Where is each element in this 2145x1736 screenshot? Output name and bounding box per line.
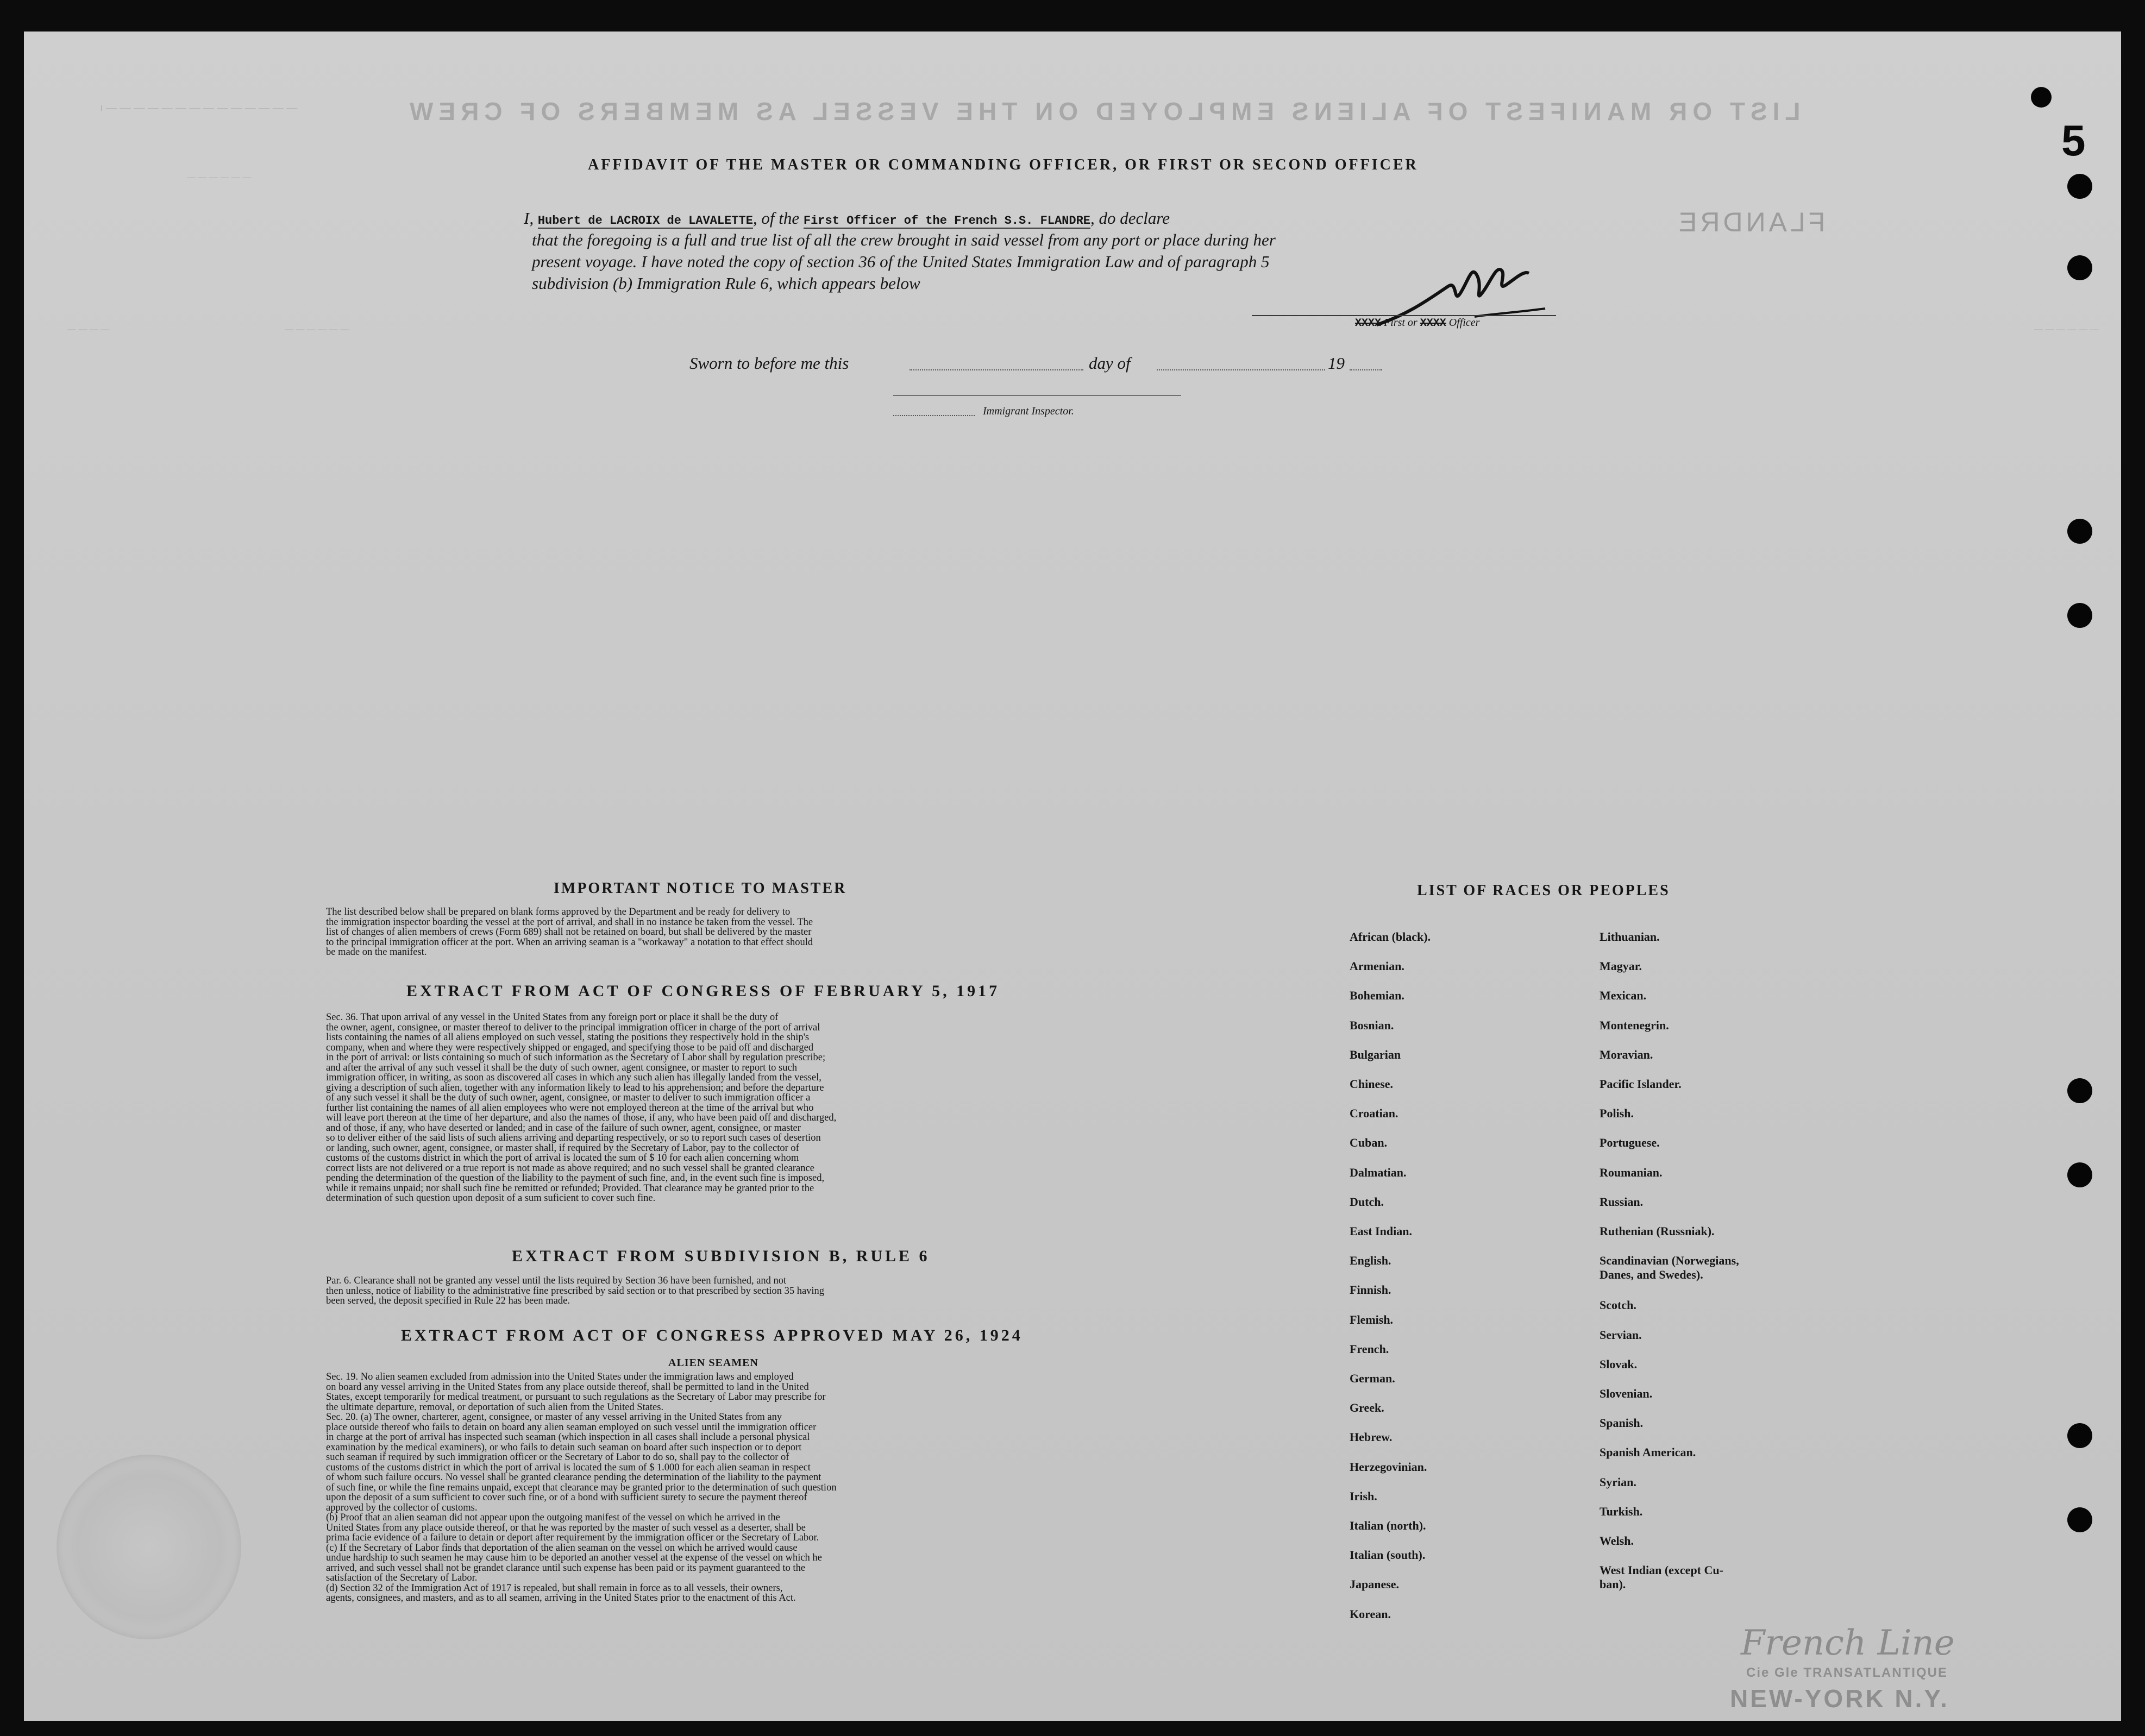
bleed-through-header: LIST OR MANIFEST OF ALIENS EMPLOYED ON THE VESSEL AS MEMBERS OF CREW xyxy=(404,97,1801,125)
bleed-through-ship: FLANDRE xyxy=(1676,207,1826,237)
affidavit-title: AFFIDAVIT OF THE MASTER OR COMMANDING OFFICER, OR FIRST OR SECOND OFFICER xyxy=(588,156,1419,173)
paragraph-line: arrived, and such vessel shall not be grandet clarance until such expense has been paid or its payment guaranteed to the xyxy=(326,1563,806,1573)
paragraph-line: of such fine, or while the fine remains unpaid, except that clearance may be granted prior to the determination of such question xyxy=(326,1482,837,1493)
sworn-day-blank xyxy=(910,369,1083,370)
punch-hole xyxy=(2067,174,2092,199)
race-item: Greek. xyxy=(1350,1401,1384,1415)
paragraph-line: (d) Section 32 of the Immigration Act of 1917 is repealed, but shall remain in force as to all vessels, their owners, xyxy=(326,1583,783,1593)
punch-hole xyxy=(2067,603,2092,628)
paragraph-line: so to deliver either of the said lists of such aliens arriving and departing respectively, or so to report such cases of desertion xyxy=(326,1133,821,1143)
paragraph-line: Sec. 20. (a) The owner, charterer, agent, consignee, or master of any vessel arriving in the United States from any xyxy=(326,1412,782,1423)
paragraph-line: the ultimate departure, removal, or deportation of such alien from the United States. xyxy=(326,1402,664,1412)
paragraph-line: States, except temporarily for medical treatment, or pursuant to such regulations as the Secretary of Labor may prescribe for xyxy=(326,1392,826,1402)
race-item: Bosnian. xyxy=(1350,1018,1394,1032)
declare-text: , do declare xyxy=(1090,209,1170,228)
paragraph-line: will leave port thereon at the time of her departure, and also the names of those, if any, who have been paid off and discharged, xyxy=(326,1113,837,1123)
race-item: Moravian. xyxy=(1600,1047,1653,1061)
punch-hole xyxy=(2067,1423,2092,1448)
race-item: African (black). xyxy=(1350,930,1431,944)
race-item: Dutch. xyxy=(1350,1194,1384,1209)
race-item: Montenegrin. xyxy=(1600,1018,1669,1032)
of-the-text: , of the xyxy=(752,209,800,228)
signature-caption xyxy=(1355,317,1479,330)
document-page: LIST OR MANIFEST OF ALIENS EMPLOYED ON THE VESSEL AS MEMBERS OF CREW FLANDRE ı — — — — — — — — — — — — — — — — — — — — — — — — — — — — — — — — — — — — 5 AFFIDAVIT OF THE MASTER OR COMMANDING OFFICER, OR FIRST OR SECOND OFFICER I, Hubert de LACROIX de LAVALETTE, of the First Officer of the French S.S. FLANDRE, do declare that the foregoing is a full and true list of all the crew brought in said vessel from any port or place during her present voyage. I have noted the copy of section 36 of the United States Immigration Law and of paragraph 5 subdivision (b) Immigration Rule 6, which appears below XXXX First or XXXX Officer Sworn to before me this day of 19 Immigrant Inspector. IMPORTANT NOTICE TO MASTER The list described below shall be prepared on blank forms approved by the Department and be ready for delivery to the immigration inspector boarding the vessel at the port of arrival, and shall in no instance be taken from the vessel. The list of changes of alien members of crews (Form 689) shall not be retained on board, but shall be delivered by the master to the principal immigration officer at the port. When an arriving seaman is a "workaway" a notation to that effect should be made on the manifest. EXTRACT FROM ACT OF CONGRESS OF FEBRUARY 5, 1917 Sec. 36. That upon arrival of any vessel in the United States from any foreign port or place it shall be the duty of the owner, agent, consignee, or master thereof to deliver to the principal immigration officer in charge of the port of arrival lists containing the names of all aliens employed on such vessel, stating the positions they respectively hold in the ship's company, when and where they were respectively shipped or engaged, and specifying those to be paid off and discharged in the port of arrival: or lists containing so much of such information as the Secretary of Labor shall by regulation prescribe; and after the arrival of any such vessel it shall be the duty of such owner, agent consignee, or master to report to such immigration officer, in writing, as soon as discovered all cases in which any such alien has illegally landed from the vessel, giving a description of such alien, together with any information likely to lead to his apprehension; and before the departure of any such vessel it shall be the duty of such owner, agent, consignee, or master to deliver to such immigration officer a further list containing the names of all alien employees who were not employed thereon at the time of the arrival but who will leave port thereon at the time of her departure, and also the names of those, if any, who have been paid off and discharged, and of those, if any, who have deserted or landed; and in case of the failure of such owner, agent, consignee, or master so to deliver either of the said lists of such aliens arriving and departing respectively, or so to report such cases of desertion or landing, such owner, agent, consignee, or master shall, if required by the Secretary of Labor, pay to the collector of customs of the customs district in which the port of arrival is located the sum of $ 10 for each alien concerning whom correct lists are not delivered or a true report is not made as above required; and no such vessel shall be granted clearance pending the determination of the question of the liability to the payment of such fine, and, in the event such fine is imposed, while it remains unpaid; nor shall such fine be remitted or refunded; Provided. That clearance may be granted prior to the determination of such question upon deposit of a sum suficient to cover such fine. EXTRACT FROM SUBDIVISION B, RULE 6 Par. 6. Clearance shall not be granted any vessel until the lists required by Section 36 have been furnished, and not then unless, notice of liability to the administrative fine prescribed by said section or to that prescribed by section 35 having been served, the deposit specified in Rule 22 has been made. EXTRACT FROM ACT OF CONGRESS APPROVED MAY 26, 1924 ALIEN SEAMEN Sec. 19. No alien seamen excluded from admission into the United States under the immigration laws and employed on board any vessel arriving in the United States from any place outside thereof, shall be permitted to land in the United States, except temporarily for medical treatment, or pursuant to such regulations as the Secretary of Labor may prescribe for the ultimate departure, removal, or deportation of such alien from the United States. Sec. 20. (a) The owner, charterer, agent, consignee, or master of any vessel arriving in the United States from any place outside thereof who fails to detain on board any alien seaman employed on such vessel until the immigration officer in charge at the port of arrival has inspected such seaman (which inspection in all cases shall include a personal physical examination by the medical examiners), or who fails to detain such seaman on board after such inspection or to deport such seaman if required by such immigration officer or the Secretary of Labor to do so, shall pay to the collector of customs of the customs district in which the port of arrival is located the sum of $ 1.000 for each alien seaman in respect of whom such failure occurs. No vessel shall be granted clearance pending the determination of the liability to the payment of such fine, or while the fine remains unpaid, except that clearance may be granted prior to the determination of such question upon the deposit of a sum sufficient to cover such fine, or of a bond with sufficient surety to secure the payment thereof approved by the collector of customs. (b) Proof that an alien seaman did not appear upon the outgoing manifest of the vessel on which he arrived in the United States from any place outside thereof, or that he was reported by the master of such vessel as a deserter, shall be prima facie evidence of a failure to detain or deport after requirement by the immigration officer or the Secretary of Labor. (c) If the Secretary of Labor finds that deportation of the alien seaman on the vessel on which he arrived would cause undue hardship to such seamen he may cause him to be deported an another vessel at the expense of the vessel on which he arrived, and such vessel shall not be grandet clarance until such expense has been paid or its payment guaranteed to the satisfaction of the Secretary of Labor. (d) Section 32 of the Immigration Act of 1917 is repealed, but shall remain in force as to all vessels, their owners, agents, consignees, and masters, and as to all seamen, arriving in the United States prior to the enactment of this Act. LIST OF RACES OR PEOPLES African (black). Armenian. Bohemian. Bosnian. Bulgarian Chinese. Croatian. Cuban. Dalmatian. Dutch. East Indian. English. Finnish. Flemish. French. German. Greek. Hebrew. Herzegovinian. Irish. Italian (north). Italian (south). Japanese. Korean. Lithuanian. Magyar. Mexican. Montenegrin. Moravian. Pacific Islander. Polish. Portuguese. Roumanian. Russian. Ruthenian (Russniak). Scandinavian (Norwegians, Danes, and Swedes). Scotch. Servian. Slovak. Slovenian. Spanish. Spanish American. Syrian. Turkish. Welsh. West Indian (except Cu- ban). French Line Cie Gle TRANSATLANTIQUE NEW-YORK N.Y. xyxy=(24,32,2121,1721)
race-item: Turkish. xyxy=(1600,1504,1643,1518)
affidavit-line-3: present voyage. I have noted the copy of section 36 of the United States Immigration Law and of paragraph 5 xyxy=(532,252,1270,271)
sworn-text: Sworn to before me this xyxy=(689,354,849,373)
paragraph-line: such seaman if required by such immigration officer or the Secretary of Labor to do so, shall pay to the collector of xyxy=(326,1452,789,1463)
paragraph-line: and after the arrival of any such vessel it shall be the duty of such owner, agent consignee, or master to report to such xyxy=(326,1062,797,1073)
race-item: Cuban. xyxy=(1350,1136,1388,1150)
extract-rule6-body xyxy=(326,1276,1136,1306)
race-item: Chinese. xyxy=(1350,1077,1394,1091)
race-item: Flemish. xyxy=(1350,1312,1394,1326)
race-item: Finnish. xyxy=(1350,1283,1391,1297)
paragraph-line: approved by the collector of customs. xyxy=(326,1502,478,1513)
paragraph-line: immigration officer, in writing, as soon as discovered all cases in which any such alien has illegally landed from the vessel, xyxy=(326,1073,821,1083)
paragraph-line: United States from any place outside thereof, or that he was reported by the master of such vessel as a deserter, shall be xyxy=(326,1523,806,1533)
punch-hole xyxy=(2067,1507,2092,1532)
race-item: Pacific Islander. xyxy=(1600,1077,1682,1091)
race-item: Spanish American. xyxy=(1600,1445,1696,1460)
paragraph-line: on board any vessel arriving in the United States from any place outside thereof, shall be permitted to land in the United xyxy=(326,1382,809,1392)
paragraph-line: and of those, if any, who have deserted or landed; and in case of the failure of such owner, agent, consignee, or master xyxy=(326,1123,801,1133)
race-item: Bohemian. xyxy=(1350,989,1404,1003)
paragraph-line: of any such vessel it shall be the duty of such owner, agent, consignee, or master to deliver to such immigration officer a xyxy=(326,1093,811,1103)
race-item: Mexican. xyxy=(1600,989,1647,1003)
race-item: Herzegovinian. xyxy=(1350,1460,1427,1474)
paragraph-line: of whom such failure occurs. No vessel shall be granted clearance pending the determination of the liability to the payment xyxy=(326,1473,821,1483)
paragraph-line: (b) Proof that an alien seaman did not appear upon the outgoing manifest of the vessel on which he arrived in the xyxy=(326,1513,780,1523)
race-item: Lithuanian. xyxy=(1600,930,1660,944)
race-item: Bulgarian xyxy=(1350,1047,1401,1061)
paragraph-line: further list containing the names of all alien employees who were not employed thereon at the time of the arrival but who xyxy=(326,1103,814,1113)
race-item: Italian (south). xyxy=(1350,1548,1426,1562)
race-item: Spanish. xyxy=(1600,1416,1644,1430)
races-title: LIST OF RACES OR PEOPLES xyxy=(1417,882,1670,899)
paragraph-line: (c) If the Secretary of Labor finds that deportation of the alien seaman on the vessel on which he arrived would cause xyxy=(326,1543,798,1553)
extract-1917-body xyxy=(326,1012,1136,1204)
race-item: French. xyxy=(1350,1342,1389,1356)
race-item: Russian. xyxy=(1600,1194,1644,1209)
extract-1917-title: EXTRACT FROM ACT OF CONGRESS OF FEBRUARY 5, 1917 xyxy=(406,982,1000,1000)
officer-name: Hubert de LACROIX de LAVALETTE xyxy=(537,214,753,228)
stamp-company: Cie Gle TRANSATLANTIQUE xyxy=(1746,1665,1948,1680)
race-item: Servian. xyxy=(1600,1328,1642,1342)
paragraph-line: be made on the manifest. xyxy=(326,947,427,958)
race-item: East Indian. xyxy=(1350,1224,1412,1238)
paragraph-line: examination by the medical examiners), or who fails to detain such seaman on board after such inspection or to deport xyxy=(326,1442,802,1452)
paragraph-line: the immigration inspector boarding the vessel at the port of arrival, and shall in no instance be taken from the vessel. The xyxy=(326,917,813,927)
paragraph-line: been served, the deposit specified in Rule 22 has been made. xyxy=(326,1296,570,1306)
race-item: West Indian (except Cu- ban). xyxy=(1600,1563,1723,1592)
i-prefix: I, xyxy=(524,209,534,228)
affidavit-line-1 xyxy=(524,209,1170,229)
paragraph-line: place outside thereof who fails to detain on board any alien seaman employed on such vessel until the immigration officer xyxy=(326,1422,817,1432)
race-item: Croatian. xyxy=(1350,1106,1398,1121)
notice-body xyxy=(326,907,1136,958)
embossed-seal xyxy=(57,1455,241,1639)
affidavit-line-2: that the foregoing is a full and true list of all the crew brought in said vessel from any port or place during her xyxy=(532,230,1276,249)
race-item: Armenian. xyxy=(1350,959,1404,973)
race-item: Syrian. xyxy=(1600,1475,1636,1489)
inspector-signature-line xyxy=(893,395,1181,396)
race-item: English. xyxy=(1350,1254,1391,1268)
inspector-dots xyxy=(893,415,975,416)
race-item: Portuguese. xyxy=(1600,1136,1660,1150)
signature-line xyxy=(1252,315,1556,316)
race-item: Dalmatian. xyxy=(1350,1165,1407,1179)
notice-title: IMPORTANT NOTICE TO MASTER xyxy=(554,880,847,897)
race-item: Welsh. xyxy=(1600,1534,1634,1548)
paragraph-line: agents, consignees, and masters, and as to all seamen, arriving in the United States prior to the enactment of this Act. xyxy=(326,1593,796,1603)
paragraph-line: in charge at the port of arrival has inspected such seaman (which inspection in all cases shall include a personal physical xyxy=(326,1432,810,1443)
paragraph-line: company, when and where they were respectively shipped or engaged, and specifying those to be paid off and discharged xyxy=(326,1042,814,1053)
paragraph-line: Sec. 19. No alien seamen excluded from admission into the United States under the immigration laws and employed xyxy=(326,1372,794,1382)
officer-position: First Officer of the French S.S. FLANDRE xyxy=(803,214,1090,228)
paragraph-line: Sec. 36. That upon arrival of any vessel in the United States from any foreign port or place it shall be the duty of xyxy=(326,1012,779,1023)
punch-hole xyxy=(2067,1078,2092,1103)
paragraph-line: list of changes of alien members of crews (Form 689) shall not be retained on board, but shall be delivered by the master xyxy=(326,927,812,938)
paragraph-line: to the principal immigration officer at the port. When an arriving seaman is a "workaway" a notation to that effect should xyxy=(326,937,813,947)
punch-hole xyxy=(2067,519,2092,544)
struck-master: XXXX xyxy=(1355,317,1382,330)
race-item: Roumanian. xyxy=(1600,1165,1663,1179)
paragraph-line: customs of the customs district in which the port of arrival is located the sum of $ 10 for each alien concerning whom xyxy=(326,1153,799,1163)
paragraph-line: satisfaction of the Secretary of Labor. xyxy=(326,1573,478,1583)
extract-1924-title: EXTRACT FROM ACT OF CONGRESS APPROVED MAY 26, 1924 xyxy=(401,1326,1023,1344)
race-item: Slovak. xyxy=(1600,1357,1638,1371)
race-item: Irish. xyxy=(1350,1489,1377,1503)
paragraph-line: correct lists are not delivered or a true report is not made as above required; and no such vessel shall be granted clearance xyxy=(326,1163,814,1173)
extract-1924-body xyxy=(326,1372,1136,1603)
first-or: First or xyxy=(1384,317,1418,329)
paragraph-line: upon the deposit of a sum sufficient to cover such fine, or of a bond with sufficient surety to secure the payment thereof xyxy=(326,1493,807,1503)
paragraph-line: customs of the customs district in which the port of arrival is located the sum of $ 1.000 for each alien seaman in respect xyxy=(326,1462,811,1473)
stamp-city: NEW-YORK N.Y. xyxy=(1730,1684,1949,1713)
paragraph-line: while it remains unpaid; nor shall such fine be remitted or refunded; Provided. That clearance may be granted prior to the xyxy=(326,1183,814,1193)
sworn-year-blank xyxy=(1350,369,1382,370)
page-number: 5 xyxy=(2061,116,2086,165)
punch-hole xyxy=(2067,1162,2092,1187)
punch-hole xyxy=(2031,87,2052,108)
race-item: Slovenian. xyxy=(1600,1387,1653,1400)
paragraph-line: giving a description of such alien, together with any information likely to lead to his apprehension; and before the departure xyxy=(326,1083,824,1093)
race-item: Polish. xyxy=(1600,1106,1634,1121)
alien-seamen-subtitle: ALIEN SEAMEN xyxy=(668,1357,758,1369)
race-item: Scotch. xyxy=(1600,1298,1636,1312)
race-item: Magyar. xyxy=(1600,959,1642,973)
handwritten-stamp: French Line xyxy=(1741,1623,1955,1663)
race-item: Ruthenian (Russniak). xyxy=(1600,1224,1715,1238)
paragraph-line: the owner, agent, consignee, or master thereof to deliver to the principal immigration officer in charge of the port of arrival xyxy=(326,1022,820,1033)
punch-hole xyxy=(2067,255,2092,280)
race-item: Korean. xyxy=(1350,1607,1391,1621)
paragraph-line: undue hardship to such seamen he may cause him to be deported an another vessel at the expense of the vessel on which he xyxy=(326,1553,822,1563)
paragraph-line: pending the determination of the question of the liability to the payment of such fine, and, in the event such fine is imposed, xyxy=(326,1173,825,1184)
day-of-text: day of xyxy=(1089,354,1131,373)
race-item: German. xyxy=(1350,1372,1395,1385)
paragraph-line: The list described below shall be prepared on blank forms approved by the Department and be ready for delivery to xyxy=(326,907,791,917)
paragraph-line: Par. 6. Clearance shall not be granted any vessel until the lists required by Section 36 have been furnished, and not xyxy=(326,1276,787,1286)
struck-second: XXXX xyxy=(1420,317,1446,330)
officer-caption: Officer xyxy=(1448,317,1480,329)
extract-rule6-title: EXTRACT FROM SUBDIVISION B, RULE 6 xyxy=(512,1247,930,1265)
year-prefix: 19 xyxy=(1328,354,1345,373)
sworn-month-blank xyxy=(1157,369,1325,370)
affidavit-line-4: subdivision (b) Immigration Rule 6, which appears below xyxy=(532,274,920,293)
race-item: Japanese. xyxy=(1350,1577,1400,1592)
paragraph-line: determination of such question upon deposit of a sum suficient to cover such fine. xyxy=(326,1193,656,1204)
paragraph-line: lists containing the names of all aliens employed on such vessel, stating the positions they respectively hold in the ship's xyxy=(326,1033,810,1043)
race-item: Hebrew. xyxy=(1350,1430,1393,1444)
paragraph-line: then unless, notice of liability to the administrative fine prescribed by said section or to that prescribed by section 35 having xyxy=(326,1286,825,1296)
inspector-caption: Immigrant Inspector. xyxy=(983,405,1074,417)
paragraph-line: in the port of arrival: or lists containing so much of such information as the Secretary of Labor shall by regulation prescribe; xyxy=(326,1053,826,1063)
race-item: Scandinavian (Norwegians, Danes, and Swedes). xyxy=(1600,1254,1739,1282)
paragraph-line: prima facie evidence of a failure to detain or deport after requirement by the immigration officer or the Secretary of Labor. xyxy=(326,1533,819,1543)
race-item: Italian (north). xyxy=(1350,1519,1426,1532)
paragraph-line: or landing, such owner, agent, consignee, or master shall, if required by the Secretary of Labor, pay to the collector of xyxy=(326,1143,799,1153)
